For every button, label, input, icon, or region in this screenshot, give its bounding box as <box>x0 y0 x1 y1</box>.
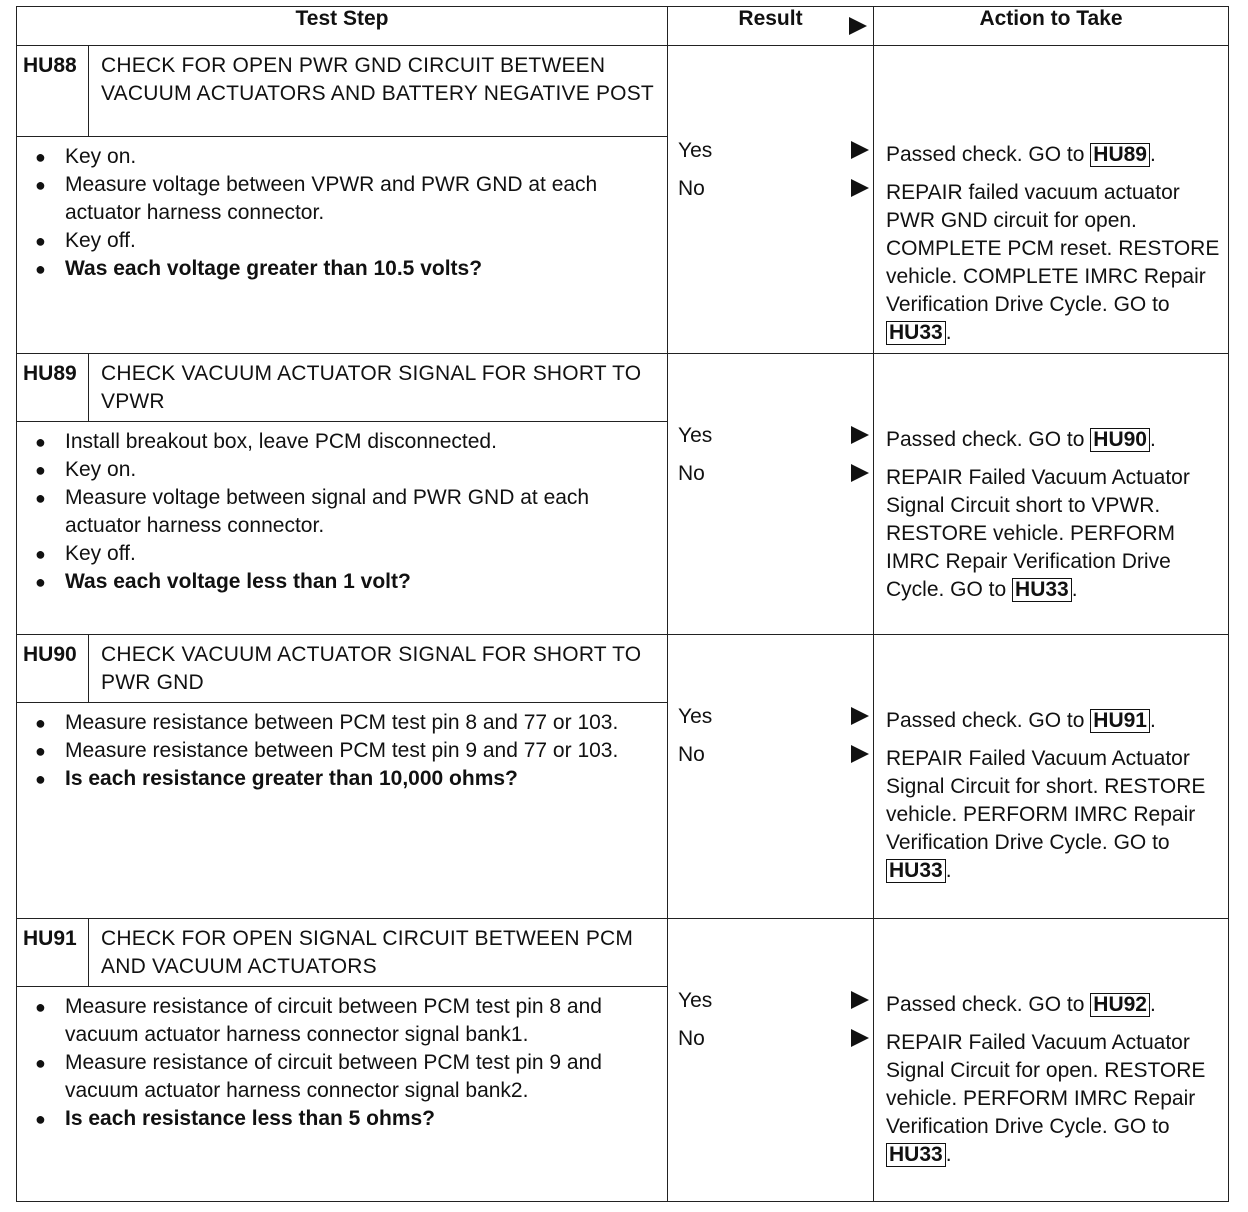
header-result <box>668 7 874 46</box>
action-no-text: REPAIR Failed Vacuum Actuator Signal Circuit for open. RESTORE vehicle. PERFORM IMRC Repair Verification Drive Cycle. GO to <box>886 1031 1206 1138</box>
arrow-icon <box>851 745 869 763</box>
step-bullet: ● Measure resistance of circuit between PCM test pin 8 and vacuum actuator harness connector signal bank1. <box>27 993 657 1049</box>
step-title-row <box>17 354 1229 422</box>
step-question: ● Was each voltage greater than 10.5 volts? <box>27 255 657 283</box>
header-test-step: Test Step <box>17 7 668 46</box>
step-bullet: ● Measure resistance of circuit between PCM test pin 9 and vacuum actuator harness connector signal bank2. <box>27 1049 657 1105</box>
step-code: HU88 <box>17 46 89 137</box>
result-no <box>668 1025 873 1063</box>
result-no-label: No <box>678 462 705 485</box>
action-no: REPAIR Failed Vacuum Actuator Signal Circuit for short. RESTORE vehicle. PERFORM IMRC Repair Verification Drive Cycle. GO to HU33 . <box>886 747 1206 882</box>
result-cell <box>668 635 874 919</box>
step-reference-link[interactable]: HU92 <box>1090 993 1150 1017</box>
result-no <box>668 460 873 498</box>
step-code: HU89 <box>17 354 89 422</box>
result-cell <box>668 919 874 1202</box>
result-cell <box>668 354 874 635</box>
step-reference-link[interactable]: HU33 <box>886 859 946 883</box>
step-bullet: ● Key off. <box>27 540 657 568</box>
step-bullet: ● Install breakout box, leave PCM disconnected. <box>27 428 657 456</box>
arrow-icon <box>851 141 869 159</box>
step-code: HU91 <box>17 919 89 987</box>
action-yes-text: Passed check. GO to <box>886 993 1085 1016</box>
step-bullet: ● Key on. <box>27 456 657 484</box>
action-yes: Passed check. GO to HU92 . <box>886 993 1156 1016</box>
step-question: ● Is each resistance greater than 10,000 ohms? <box>27 765 657 793</box>
action-no: REPAIR failed vacuum actuator PWR GND circuit for open. COMPLETE PCM reset. RESTORE vehicle. COMPLETE IMRC Repair Verification Drive Cycle. GO to HU33 . <box>886 181 1220 344</box>
step-reference-link[interactable]: HU89 <box>1090 143 1150 167</box>
step-reference-link[interactable]: HU90 <box>1090 428 1150 452</box>
action-cell <box>874 354 1229 635</box>
step-reference-link[interactable]: HU33 <box>886 321 946 345</box>
step-instructions <box>17 137 668 354</box>
step-title: CHECK FOR OPEN PWR GND CIRCUIT BETWEEN VACUUM ACTUATORS AND BATTERY NEGATIVE POST <box>89 46 668 137</box>
result-yes <box>668 137 873 175</box>
result-yes-label: Yes <box>678 139 713 162</box>
arrow-icon <box>851 991 869 1009</box>
arrow-icon <box>851 179 869 197</box>
result-yes <box>668 422 873 460</box>
step-title: CHECK VACUUM ACTUATOR SIGNAL FOR SHORT TO VPWR <box>89 354 668 422</box>
diagnostic-table <box>16 6 1229 1202</box>
step-instructions <box>17 422 668 635</box>
result-yes-label: Yes <box>678 424 713 447</box>
header-row <box>17 7 1229 46</box>
step-reference-link[interactable]: HU91 <box>1090 709 1150 733</box>
result-cell <box>668 46 874 354</box>
step-bullet-list <box>27 993 657 1133</box>
step-bullet: ● Key off. <box>27 227 657 255</box>
action-yes: Passed check. GO to HU90 . <box>886 428 1156 451</box>
arrow-icon <box>851 707 869 725</box>
result-yes <box>668 703 873 741</box>
action-cell <box>874 635 1229 919</box>
result-no <box>668 741 873 779</box>
step-question: ● Is each resistance less than 5 ohms? <box>27 1105 657 1133</box>
step-bullet-list <box>27 428 657 596</box>
action-yes-text: Passed check. GO to <box>886 428 1085 451</box>
step-instructions <box>17 703 668 919</box>
action-no-text: REPAIR Failed Vacuum Actuator Signal Circuit for short. RESTORE vehicle. PERFORM IMRC Repair Verification Drive Cycle. GO to <box>886 747 1206 854</box>
action-no-text: REPAIR failed vacuum actuator PWR GND circuit for open. COMPLETE PCM reset. RESTORE vehicle. COMPLETE IMRC Repair Verification Drive Cycle. GO to <box>886 181 1220 316</box>
step-question: ● Was each voltage less than 1 volt? <box>27 568 657 596</box>
header-action: Action to Take <box>874 7 1229 46</box>
action-no-text: REPAIR Failed Vacuum Actuator Signal Circuit short to VPWR. RESTORE vehicle. PERFORM IMRC Repair Verification Drive Cycle. GO to <box>886 466 1190 601</box>
action-yes: Passed check. GO to HU89 . <box>886 143 1156 166</box>
step-reference-link[interactable]: HU33 <box>886 1143 946 1167</box>
step-bullet: ● Measure voltage between signal and PWR GND at each actuator harness connector. <box>27 484 657 540</box>
arrow-icon <box>849 17 867 35</box>
result-no-label: No <box>678 1027 705 1050</box>
step-title-row <box>17 919 1229 987</box>
header-result-label: Result <box>738 7 803 30</box>
step-title-row <box>17 635 1229 703</box>
step-reference-link[interactable]: HU33 <box>1012 578 1072 602</box>
arrow-icon <box>851 464 869 482</box>
action-no: REPAIR Failed Vacuum Actuator Signal Circuit short to VPWR. RESTORE vehicle. PERFORM IMRC Repair Verification Drive Cycle. GO to HU33 . <box>886 466 1190 601</box>
step-title-row <box>17 46 1229 137</box>
action-cell <box>874 46 1229 354</box>
action-no: REPAIR Failed Vacuum Actuator Signal Circuit for open. RESTORE vehicle. PERFORM IMRC Repair Verification Drive Cycle. GO to HU33 . <box>886 1031 1206 1166</box>
step-title: CHECK FOR OPEN SIGNAL CIRCUIT BETWEEN PCM AND VACUUM ACTUATORS <box>89 919 668 987</box>
step-code: HU90 <box>17 635 89 703</box>
action-cell <box>874 919 1229 1202</box>
step-bullet: ● Key on. <box>27 143 657 171</box>
action-yes-text: Passed check. GO to <box>886 143 1085 166</box>
arrow-icon <box>851 426 869 444</box>
result-no-label: No <box>678 743 705 766</box>
result-no-label: No <box>678 177 705 200</box>
step-title: CHECK VACUUM ACTUATOR SIGNAL FOR SHORT TO PWR GND <box>89 635 668 703</box>
result-yes <box>668 987 873 1025</box>
step-bullet: ● Measure resistance between PCM test pin 8 and 77 or 103. <box>27 709 657 737</box>
step-instructions <box>17 987 668 1202</box>
action-yes-text: Passed check. GO to <box>886 709 1085 732</box>
arrow-icon <box>851 1029 869 1047</box>
step-bullet-list <box>27 709 657 793</box>
step-bullet: ● Measure resistance between PCM test pin 9 and 77 or 103. <box>27 737 657 765</box>
step-bullet-list <box>27 143 657 283</box>
result-yes-label: Yes <box>678 989 713 1012</box>
step-bullet: ● Measure voltage between VPWR and PWR GND at each actuator harness connector. <box>27 171 657 227</box>
result-no <box>668 175 873 213</box>
result-yes-label: Yes <box>678 705 713 728</box>
action-yes: Passed check. GO to HU91 . <box>886 709 1156 732</box>
